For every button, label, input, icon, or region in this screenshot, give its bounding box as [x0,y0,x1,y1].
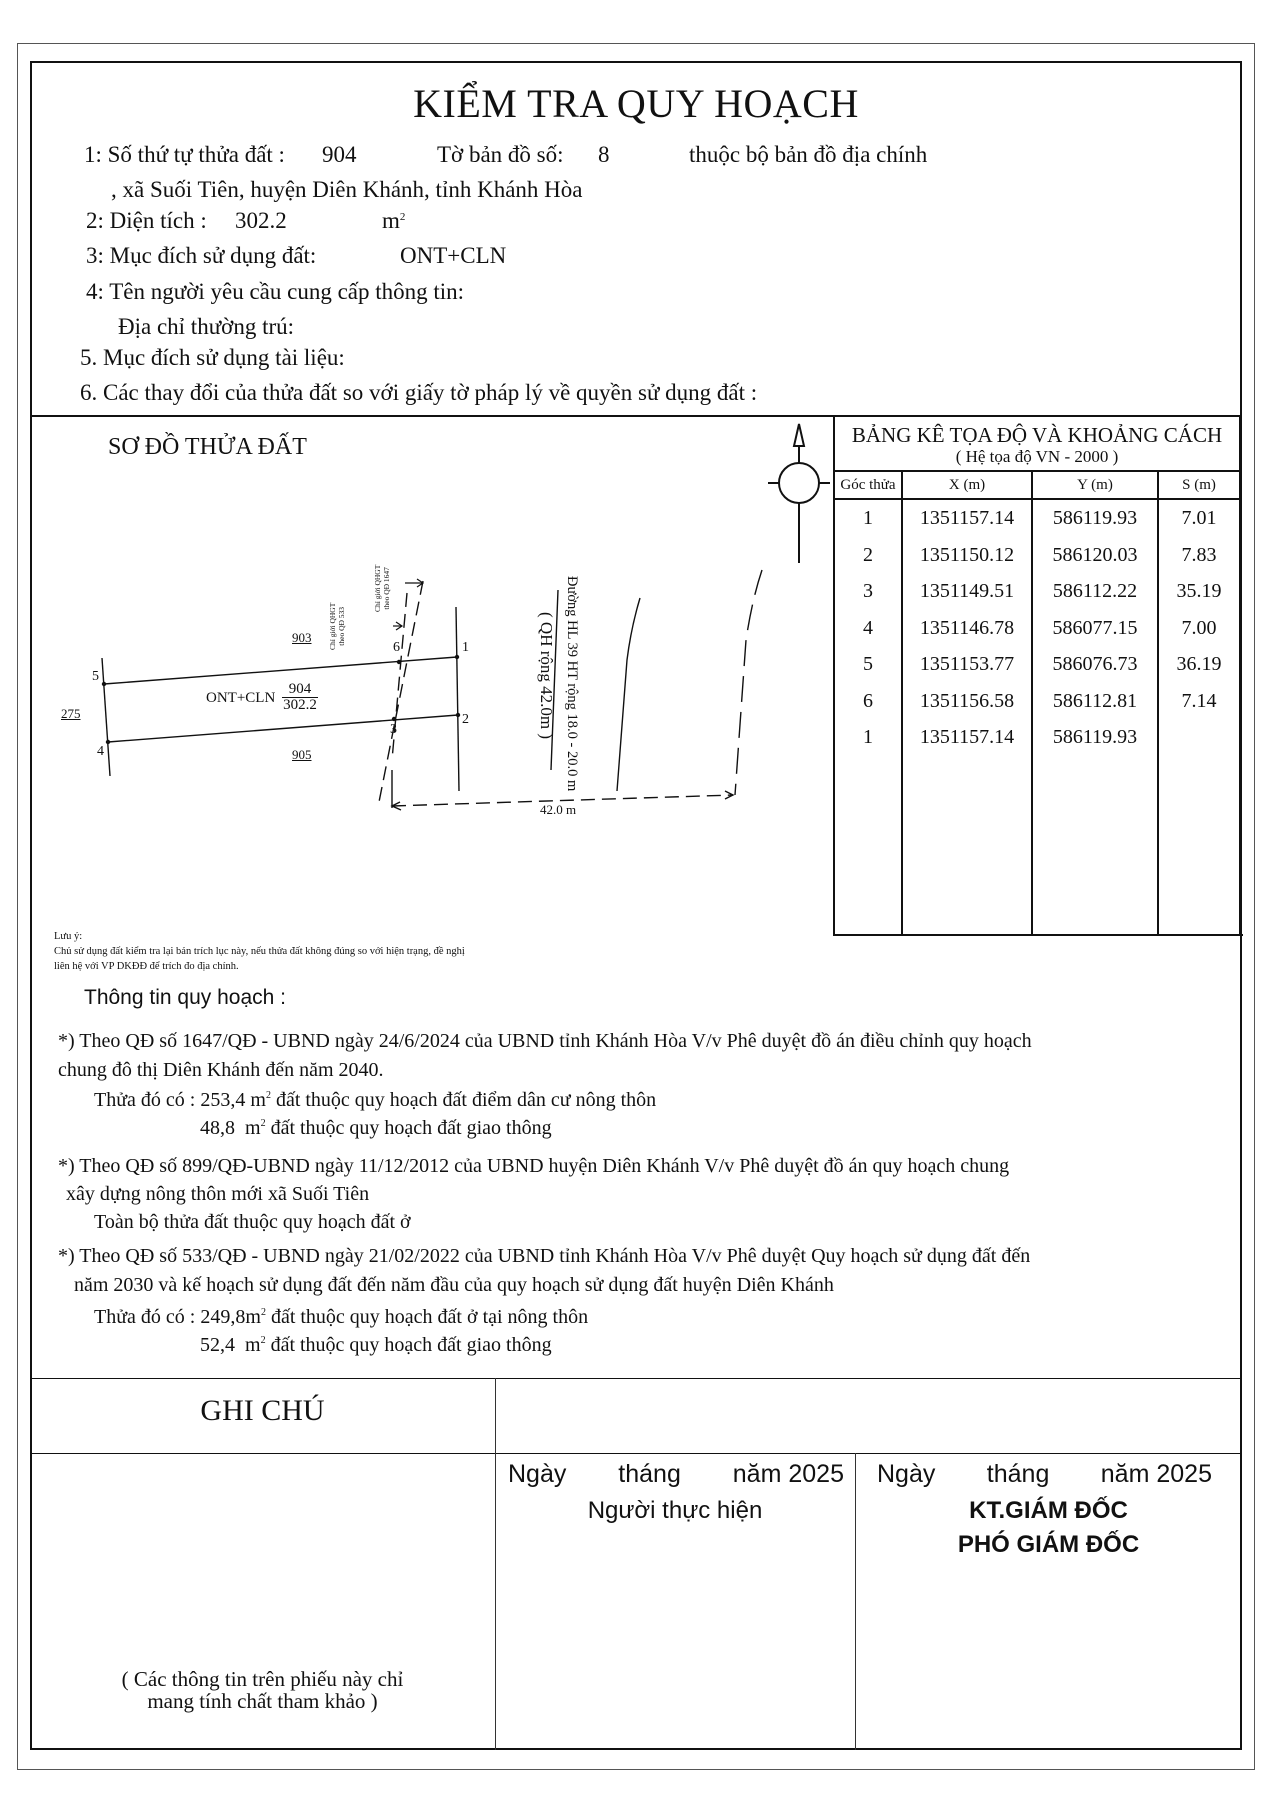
vertex-label-5: 5 [92,669,99,684]
note-line-2: liên hệ với VP DKĐĐ để trích đo địa chính. [54,961,239,972]
road-edges [551,570,762,795]
detail-value: 48,8 [200,1117,235,1139]
table-row-y: 586076.73 [1052,653,1138,675]
table-row-corner: 2 [863,543,873,566]
vertex-label-3: 3 [390,722,397,737]
neighbor-parcel-275: 275 [61,706,81,721]
footer-middle-divider [30,1453,1242,1454]
dimension-label: 42.0 m [540,802,577,817]
col-header-corner: Góc thửa [834,471,902,499]
table-row-distance: 7.83 [1181,543,1217,566]
coordinate-table-title: BẢNG KÊ TỌA ĐỘ VÀ KHOẢNG CÁCH [851,423,1223,447]
detail-text: đất thuộc quy hoạch đất giao thông [270,1334,552,1356]
table-row-x: 1351157.14 [919,507,1015,529]
footer-top-divider [30,1378,1242,1379]
info-item-2-label: 2: Diện tích : [86,208,207,233]
director-date-year: năm 2025 [1100,1460,1212,1488]
note-line-1: Chủ sử dụng đất kiểm tra lại bản trích lục này, nếu thửa đất không đúng so với hiện trạng, đề nghị [54,946,465,957]
col-header-x: X (m) [902,471,1032,499]
north-compass-icon [768,424,830,563]
neighbor-parcel-905: 905 [292,747,312,762]
table-row-distance: 7.00 [1181,616,1217,639]
table-row-y: 586112.22 [1052,580,1138,602]
vertex-label-6: 6 [393,640,400,655]
table-row-corner: 1 [863,726,873,748]
planning-entry-line-1: *) Theo QĐ số 533/QĐ - UBND ngày 21/02/2022 của UBND tỉnh Khánh Hòa V/v Phê duyệt Quy hoạch sử dụng đất đến [58,1245,1031,1267]
coordinate-table-caption [834,416,1240,471]
x-column [902,499,1032,936]
detail-text: đất thuộc quy hoạch đất ở tại nông thôn [270,1306,589,1328]
table-row-distance: 35.19 [1176,580,1222,602]
table-row-corner: 5 [863,653,873,675]
director-date [877,1460,1212,1489]
table-row-distance: 36.19 [1176,653,1222,675]
planning-entry-line-2: xây dựng nông thôn mới xã Suối Tiên [66,1183,370,1205]
boundary-1647-annotation [373,565,391,612]
table-row-corner: 1 [863,507,873,529]
performer-date-day: Ngày [508,1460,567,1488]
parcel-fraction-area: 302.2 [283,697,317,713]
detail-unit: m [250,1089,266,1111]
cadastral-label: thuộc bộ bản đồ địa chính [689,142,928,167]
vertex-label-4: 4 [97,744,104,759]
planning-boundary-lines [378,581,423,807]
table-row-x: 1351156.58 [919,689,1015,712]
parcel-fraction-number: 904 [282,682,318,698]
director-date-day: Ngày [877,1460,936,1488]
detail-unit-sup: 2 [260,1335,266,1346]
distance-column [1158,499,1240,936]
road-label: Đường HL 39 HT rộng 18.0 - 20.0 m [564,576,580,792]
detail-text: đất thuộc quy hoạch đất điểm dân cư nông thôn [275,1089,657,1111]
road-plan-width-label: ( QH rộng 42.0m ) [537,612,556,740]
corner-column [834,499,902,936]
notes-heading: GHI CHÚ [200,1394,325,1427]
detail-unit: m [245,1117,261,1139]
table-row-corner: 3 [863,580,873,602]
table-row-x: 1351146.78 [919,616,1015,639]
table-row-x: 1351150.12 [919,543,1015,566]
table-row-y: 586119.93 [1052,726,1138,748]
info-item-4-label: 4: Tên người yêu cầu cung cấp thông tin: [86,279,465,304]
table-row-y: 586112.81 [1052,689,1138,712]
col-header-y: Y (m) [1032,471,1158,499]
boundary-533-annotation [328,603,346,650]
table-row-x: 1351157.14 [919,726,1015,748]
coordinate-table-bottom [833,934,1243,936]
performer-date [508,1460,844,1489]
detail-text: đất thuộc quy hoạch đất giao thông [270,1117,552,1139]
planning-entry-detail-1 [94,1089,656,1112]
y-column [1032,499,1158,936]
planning-entry-detail-2 [200,1117,552,1140]
planning-entry-detail-2 [200,1334,552,1357]
coordinate-table-subtitle: ( Hệ tọa độ VN - 2000 ) [955,447,1119,466]
note-title: Lưu ý: [54,931,83,942]
director-title-2: PHÓ GIÁM ĐỐC [957,1531,1140,1558]
detail-unit-sup: 2 [265,1090,271,1101]
area-value: 302.2 [235,208,287,233]
detail-value: 249,8 [200,1306,246,1328]
detail-value: 253,4 [200,1089,246,1111]
detail-unit: m [245,1306,261,1328]
diagram-title: SƠ ĐỒ THỬA ĐẤT [108,434,307,460]
info-item-1-label: 1: Số thứ tự thửa đất : [84,142,285,167]
map-sheet-label: Tờ bản đồ số: [437,142,564,167]
planning-entry-line-1: *) Theo QĐ số 1647/QĐ - UBND ngày 24/6/2024 của UBND tỉnh Khánh Hòa V/v Phê duyệt đồ án điều chỉnh quy hoạch [58,1030,1032,1052]
planning-entry-line-2: năm 2030 và kế hoạch sử dụng đất đến năm đầu của quy hoạch sử dụng đất huyện Diên Khánh [74,1274,834,1296]
vertex-label-2: 2 [462,712,469,727]
boundary-533-line2: theo QĐ 533 [337,606,346,646]
land-use-value: ONT+CLN [400,243,507,268]
coordinate-table [833,416,1241,936]
detail-unit: m [245,1334,261,1356]
parcel-fraction [282,682,318,713]
info-item-6-label: 6. Các thay đổi của thửa đất so với giấy tờ pháp lý về quyền sử dụng đất : [80,380,758,405]
performer-date-month: tháng [618,1460,681,1488]
detail-value: 52,4 [200,1334,235,1356]
table-row-x: 1351153.77 [919,653,1015,675]
vertex-label-1: 1 [462,640,469,655]
detail-prefix: Thửa đó có : [94,1306,196,1328]
boundary-533-line1: Chỉ giới QHGT [328,602,337,650]
parcel-boundary [102,607,459,791]
detail-unit-sup: 2 [260,1118,266,1129]
boundary-1647-line2: theo QĐ 1647 [382,567,391,610]
footer-column-divider-1 [495,1378,496,1750]
planning-heading: Thông tin quy hoạch : [84,986,286,1009]
parcel-land-use-label: ONT+CLN [206,690,276,706]
info-item-5-label: 5. Mục đích sử dụng tài liệu: [80,345,345,370]
planning-entry-line-1: *) Theo QĐ số 899/QĐ-UBND ngày 11/12/2012 của UBND huyện Diên Khánh V/v Phê duyệt đồ án quy hoạch chung [58,1155,1010,1177]
table-row-distance: 7.14 [1181,689,1217,712]
address-label: Địa chỉ thường trú: [118,314,295,339]
director-title-1: KT.GIÁM ĐỐC [969,1497,1128,1524]
disclaimer-line-1: ( Các thông tin trên phiếu này chỉ [121,1667,404,1691]
page-title: KIỂM TRA QUY HOẠCH [413,81,859,126]
area-unit-sup: 2 [399,211,406,223]
table-row-y: 586119.93 [1052,507,1138,529]
info-item-3-label: 3: Mục đích sử dụng đất: [86,243,317,268]
performer-date-year: năm 2025 [732,1460,844,1488]
detail-prefix: Thửa đó có : [94,1089,196,1111]
planning-entry-detail-1: Toàn bộ thửa đất thuộc quy hoạch đất ở [94,1211,411,1233]
table-row-distance: 7.01 [1181,507,1217,529]
area-unit-text: m [382,208,400,233]
map-sheet-number: 8 [598,142,610,167]
table-row-x: 1351149.51 [919,580,1015,602]
parcel-number: 904 [322,142,357,167]
table-row-corner: 4 [863,616,873,639]
disclaimer-line-2: mang tính chất tham khảo ) [147,1689,378,1713]
planning-entry-line-2: chung đô thị Diên Khánh đến năm 2040. [58,1059,384,1081]
location: , xã Suối Tiên, huyện Diên Khánh, tỉnh Khánh Hòa [111,177,583,202]
neighbor-parcel-903: 903 [292,630,312,645]
boundary-1647-line1: Chỉ giới QHGT [373,564,382,612]
table-row-y: 586077.15 [1052,616,1138,639]
vertex-dots [102,655,460,744]
director-date-month: tháng [986,1460,1050,1488]
disclaimer [30,1668,495,1712]
detail-unit-sup: 2 [260,1307,266,1318]
col-header-s: S (m) [1158,471,1240,499]
performer-title: Người thực hiện [587,1497,763,1524]
table-row-corner: 6 [863,689,873,712]
planning-entry-detail-1 [94,1306,588,1329]
table-row-y: 586120.03 [1052,543,1138,566]
